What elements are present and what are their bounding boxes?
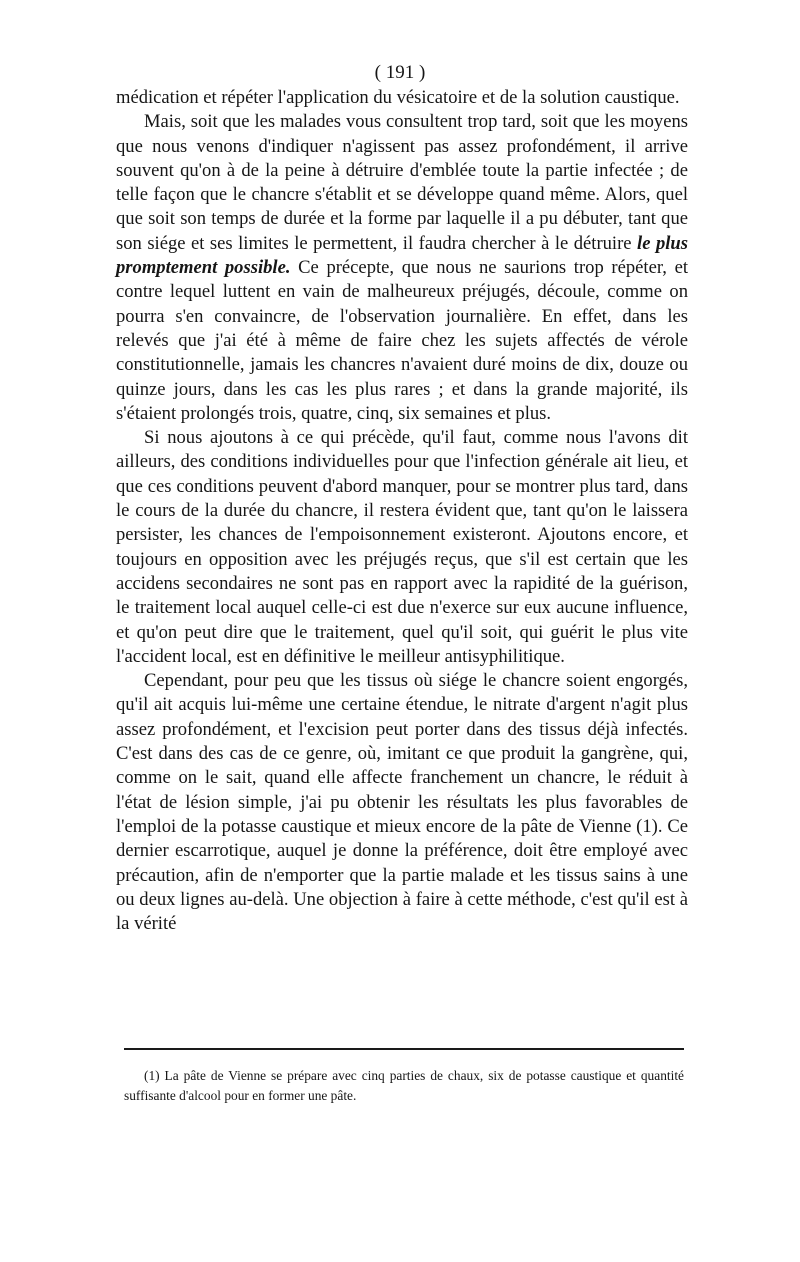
footnote: (1) La pâte de Vienne se prépare avec cinq parties de chaux, six de potasse caustique et quantité suffisante d'alcool pour en former une pâte. (124, 1068, 684, 1103)
paragraph-2-text-start: Mais, soit que les malades vous consultent trop tard, soit que les moyens que nous venons d'indiquer n'agissent pas assez profondément, il arrive souvent qu'on à de la peine à détruire d'emblée toute la partie infectée ; de telle façon que le chancre s'établit et se développe quand même. Alors, quel que soit son temps de durée et la forme par laquelle il a pu débuter, tant que son siége et ses limites le permettent, il faudra chercher à le détruire (116, 111, 688, 254)
paragraph-1: médication et répéter l'application du vésicatoire et de la solution caustique. (116, 87, 680, 108)
body-text (116, 86, 688, 936)
paragraph-2-emphasis: le plus promptement possible. (116, 232, 688, 279)
footnote-rule (124, 1048, 684, 1050)
paragraph-2 (116, 110, 688, 426)
paragraph-2-text-end: Ce précepte, que nous ne saurions trop répéter, et contre lequel luttent en vain de malheureux préjugés, découle, comme on pourra s'en convaincre, de l'observation journalière. En effet, dans les relevés que j'ai été à même de faire chez les sujets affectés de vérole constitutionnelle, jamais les chancres n'avaient duré moins de dix, douze ou quinze jours, dans les cas les plus rares ; et dans la grande majorité, ils s'étaient prolongés trois, quatre, cinq, six semaines et plus. (116, 257, 688, 424)
paragraph-4: Cependant, pour peu que les tissus où siége le chancre soient engorgés, qu'il ait acquis lui-même une certaine étendue, le nitrate d'argent n'agit plus assez profondément, et l'excision peut porter dans des tissus déjà infectés. C'est dans des cas de ce genre, où, imitant ce que produit la gangrène, qui, comme on le sait, quand elle affecte franchement un chancre, le réduit à l'état de lésion simple, j'ai pu obtenir les résultats les plus favorables de l'emploi de la potasse caustique et mieux encore de la pâte de Vienne (1). Ce dernier escarrotique, auquel je donne la préférence, doit être employé avec précaution, afin de n'emporter que la partie malade et les tissus sains à une ou deux lignes au-delà. Une objection à faire à cette méthode, c'est qu'il est à la vérité (116, 670, 688, 935)
page-number: ( 191 ) (374, 62, 426, 83)
paragraph-3: Si nous ajoutons à ce qui précède, qu'il faut, comme nous l'avons dit ailleurs, des conditions individuelles pour que l'infection générale ait lieu, et que ces conditions peuvent d'abord manquer, pour se montrer plus tard, dans le cours de la durée du chancre, il restera évident que, tant qu'on le laissera persister, les chances de l'empoisonnement existeront. Ajoutons encore, et toujours en opposition avec les préjugés reçus, que s'il est certain que les accidens secondaires ne sont pas en rapport avec la rapidité de la guérison, le traitement local auquel celle-ci est due n'exerce sur eux aucune influence, et qu'on peut dire que le traitement, quel qu'il soit, qui guérit le plus vite l'accident local, est en définitive le meilleur antisyphilitique. (116, 427, 688, 667)
